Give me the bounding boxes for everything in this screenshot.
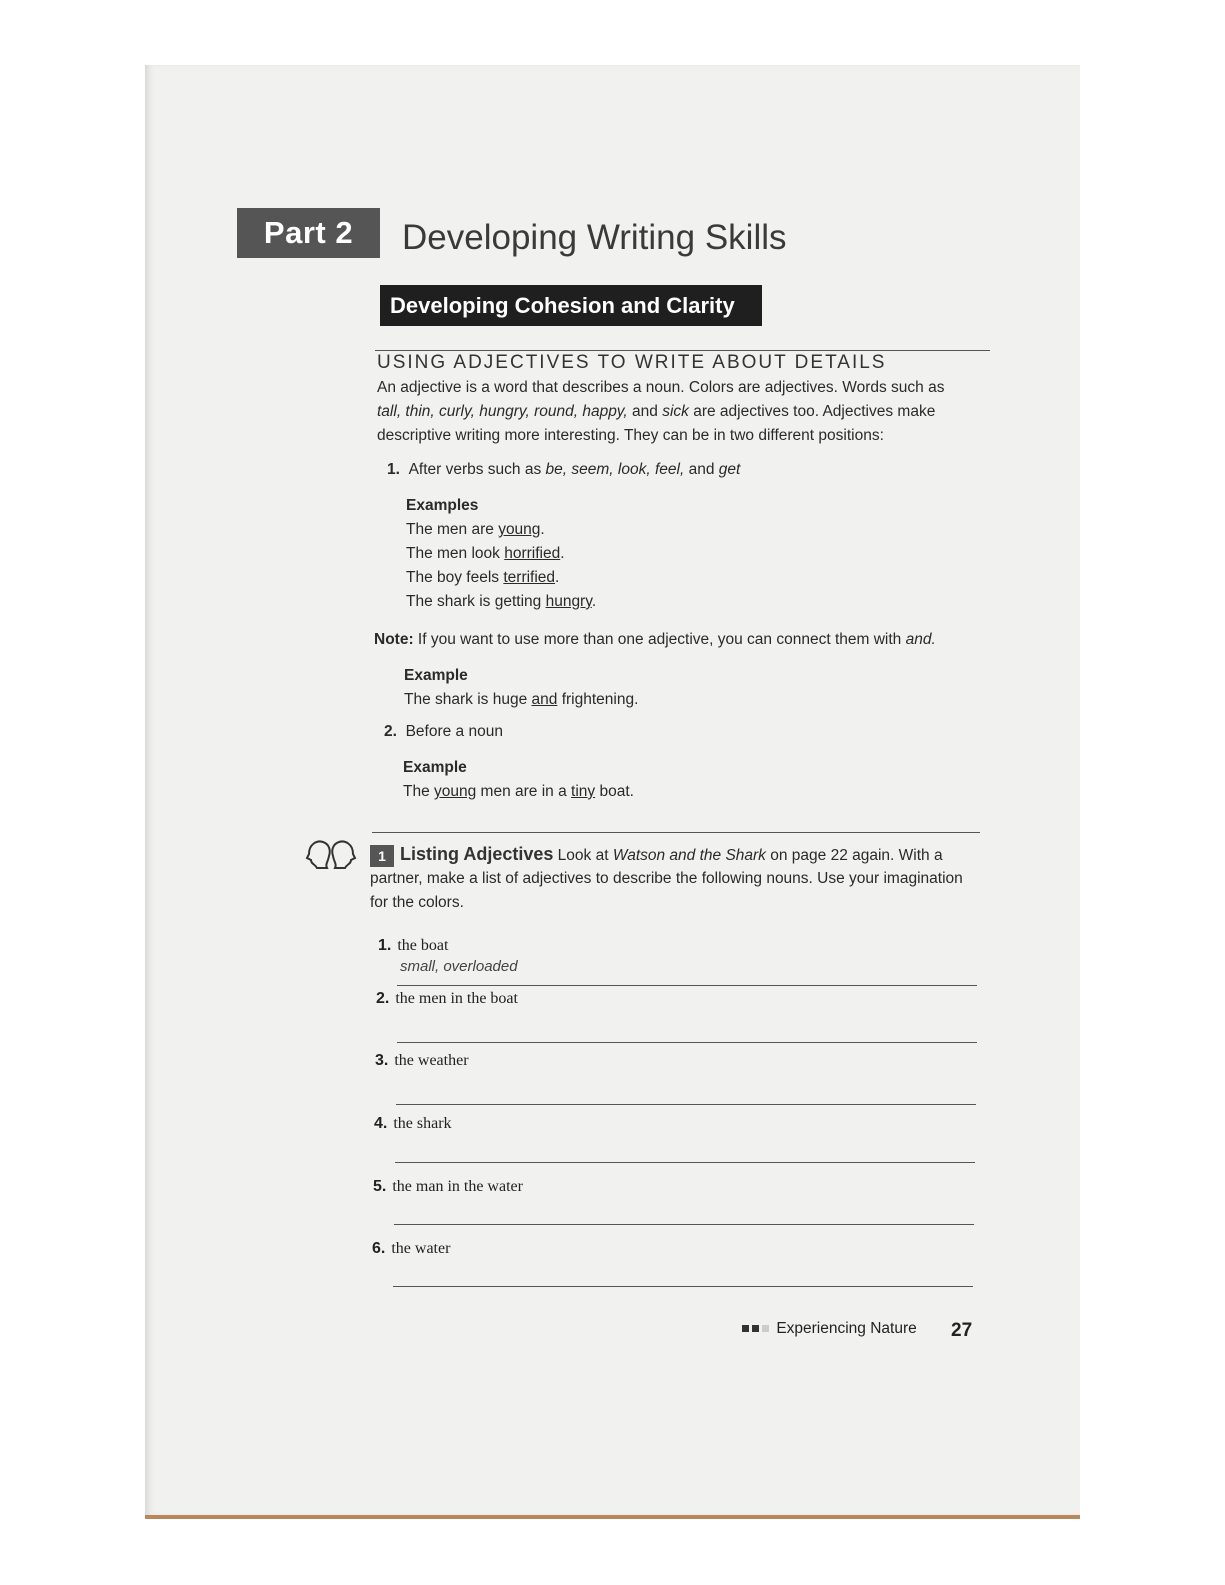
activity-line-2: partner, make a list of adjectives to describe the following nouns. Use your imagination [370, 870, 963, 887]
lesson-intro [377, 376, 957, 448]
lesson-heading: USING ADJECTIVES TO WRITE ABOUT DETAILS [377, 352, 887, 373]
point-2: 2. Before a noun [384, 723, 503, 740]
answer-text[interactable]: small, overloaded [400, 958, 518, 975]
example-line: The young men are in a tiny boat. [403, 783, 634, 800]
answer-line[interactable] [397, 1042, 977, 1043]
chapter-title: Developing Writing Skills [402, 218, 787, 257]
footer-square-icon [752, 1325, 759, 1332]
example-block-3 [403, 756, 634, 804]
list-item: 1. the boat [378, 937, 449, 954]
section-rule [375, 350, 990, 351]
note: Note: If you want to use more than one adjective, you can connect them with and. [374, 631, 936, 648]
footer-unit-label: Experiencing Nature [776, 1320, 917, 1337]
answer-line[interactable] [393, 1286, 973, 1287]
example-label: Example [403, 759, 467, 776]
footer-unit [742, 1320, 917, 1338]
activity-rule [372, 832, 980, 833]
intro-line-2: tall, thin, curly, hungry, round, happy, and sick are adjectives too. Adjectives make [377, 403, 936, 420]
intro-line-1: An adjective is a word that describes a noun. Colors are adjectives. Words such as [377, 379, 945, 396]
activity-instructions: 1 Listing Adjectives Look at Watson and the Shark on page 22 again. With a partner, make a list of adjectives to describe the following nouns. Use your imagination for the colors. [370, 842, 975, 915]
footer-square-icon [742, 1325, 749, 1332]
examples-block-1 [406, 494, 596, 614]
list-item: 4. the shark [374, 1115, 452, 1132]
answer-line[interactable] [395, 1162, 975, 1163]
answer-line[interactable] [397, 985, 977, 986]
list-item: 5. the man in the water [373, 1178, 523, 1195]
example-line: The shark is getting hungry. [406, 593, 597, 610]
activity-number: 1 [370, 845, 394, 867]
intro-line-3: descriptive writing more interesting. They can be in two different positions: [377, 427, 884, 444]
list-item: 6. the water [372, 1240, 451, 1257]
section-banner: Developing Cohesion and Clarity [380, 285, 762, 326]
list-item: 3. the weather [375, 1052, 469, 1069]
page-number: 27 [951, 1320, 973, 1341]
list-item: 2. the men in the boat [376, 990, 518, 1007]
example-label: Example [404, 667, 468, 684]
activity-line-3: for the colors. [370, 894, 464, 911]
pair-work-icon [305, 836, 357, 877]
example-line: The men are young. [406, 521, 545, 538]
answer-line[interactable] [396, 1104, 976, 1105]
example-block-2 [404, 664, 638, 712]
example-line: The men look horrified. [406, 545, 565, 562]
part-badge: Part 2 [237, 208, 380, 258]
example-line: The shark is huge and frightening. [404, 691, 639, 708]
activity-title: Listing Adjectives [400, 844, 554, 864]
footer-square-icon [762, 1325, 769, 1332]
point-1: 1. After verbs such as be, seem, look, feel, and get [387, 461, 741, 478]
examples-label: Examples [406, 497, 479, 514]
answer-line[interactable] [394, 1224, 974, 1225]
example-line: The boy feels terrified. [406, 569, 560, 586]
